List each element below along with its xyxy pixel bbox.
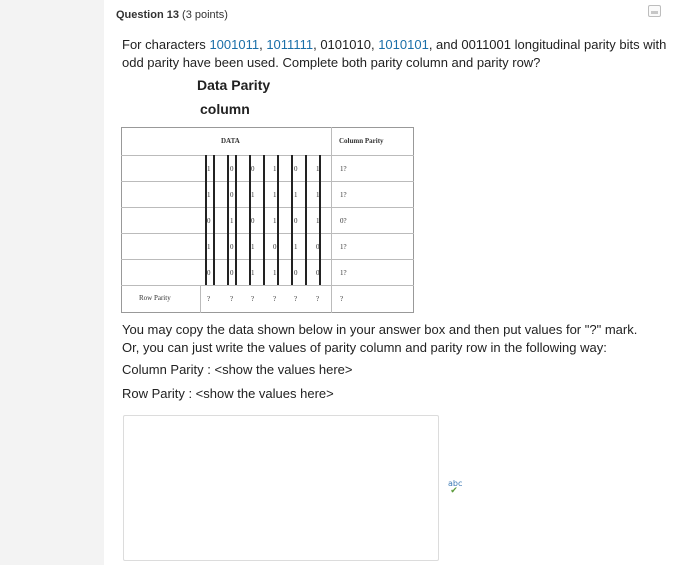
question-panel <box>104 0 700 565</box>
spellcheck-icon[interactable]: abc ✔ <box>448 479 463 496</box>
data-bit-cell: 1 <box>294 243 298 251</box>
column-parity-cell: 1? <box>340 243 347 251</box>
char-1: 1001011 <box>209 37 260 52</box>
data-bit-cell: 0 <box>294 269 298 277</box>
row-parity-cell: ? <box>316 295 320 303</box>
column-parity-cell: 1? <box>340 191 347 199</box>
row-parity-label: Row Parity <box>139 294 171 302</box>
column-parity-cell: 1? <box>340 269 347 277</box>
row-parity-cell: ? <box>340 295 344 303</box>
char-5: 0011001 <box>461 37 511 52</box>
row-parity-cell: ? <box>207 295 211 303</box>
column-parity-format: Column Parity : <show the values here> <box>122 362 353 377</box>
column-parity-cell: 0? <box>340 217 347 225</box>
column-parity-cell: 1? <box>340 165 347 173</box>
data-bit-cell: 0 <box>230 269 234 277</box>
data-bit-cell: 0 <box>251 217 255 225</box>
data-bit-cell: 0 <box>207 217 211 225</box>
instruction-line-1: You may copy the data shown below in your answer box and then put values for "?" mark. <box>122 322 638 337</box>
data-bit-cell: 1 <box>316 191 320 199</box>
data-bit-cell: 0 <box>230 191 234 199</box>
question-rest: longitudinal parity bits with odd parity have been used. Complete both parity column and parity row? <box>122 37 667 70</box>
question-header <box>116 9 228 21</box>
answer-textbox[interactable] <box>123 415 439 561</box>
table-subtitle: column <box>200 101 250 117</box>
data-bit-cell: 1 <box>273 217 277 225</box>
separator: , <box>370 37 379 52</box>
char-2: 1011111 <box>266 37 314 52</box>
separator: , <box>313 37 321 52</box>
row-parity-cell: ? <box>230 295 234 303</box>
question-number: Question 13 <box>116 9 179 21</box>
data-header: DATA <box>221 137 240 145</box>
left-gutter <box>0 0 104 565</box>
data-bit-cell: 0 <box>316 269 320 277</box>
data-bit-cell: 1 <box>273 269 277 277</box>
row-parity-cell: ? <box>251 295 255 303</box>
data-bit-cell: 1 <box>207 165 211 173</box>
question-text <box>122 36 682 72</box>
char-3: 0101010 <box>320 37 371 52</box>
char-4: 1010101 <box>378 37 429 52</box>
data-bit-cell: 1 <box>273 165 277 173</box>
data-bit-cell: 1 <box>273 191 277 199</box>
row-parity-cell: ? <box>294 295 298 303</box>
separator-and: , and <box>428 37 462 52</box>
data-bit-cell: 1 <box>294 191 298 199</box>
flag-icon[interactable] <box>648 5 661 17</box>
data-bit-cell: 0 <box>294 165 298 173</box>
data-bit-cell: 0 <box>230 165 234 173</box>
data-bit-cell: 0 <box>251 165 255 173</box>
data-bit-cell: 1 <box>251 269 255 277</box>
data-bit-cell: 1 <box>230 217 234 225</box>
data-bit-cell: 1 <box>316 217 320 225</box>
column-parity-header: Column Parity <box>339 137 384 145</box>
data-bit-cell: 1 <box>207 243 211 251</box>
instruction-line-2: Or, you can just write the values of parity column and parity row in the following way: <box>122 340 607 355</box>
parity-table-svg <box>121 127 414 313</box>
question-points: (3 points) <box>182 9 228 21</box>
row-parity-cell: ? <box>273 295 277 303</box>
data-bit-cell: 1 <box>251 243 255 251</box>
data-bit-cell: 1 <box>316 165 320 173</box>
row-parity-format: Row Parity : <show the values here> <box>122 386 334 401</box>
data-bit-cell: 0 <box>294 217 298 225</box>
parity-table <box>121 127 414 313</box>
data-bit-cell: 0 <box>273 243 277 251</box>
data-bit-cell: 1 <box>251 191 255 199</box>
data-bit-cell: 0 <box>207 269 211 277</box>
table-title: Data Parity <box>197 77 271 93</box>
data-bit-cell: 0 <box>316 243 320 251</box>
question-intro: For characters <box>122 37 206 52</box>
data-bit-cell: 0 <box>230 243 234 251</box>
separator: , <box>259 37 267 52</box>
data-bit-cell: 1 <box>207 191 211 199</box>
